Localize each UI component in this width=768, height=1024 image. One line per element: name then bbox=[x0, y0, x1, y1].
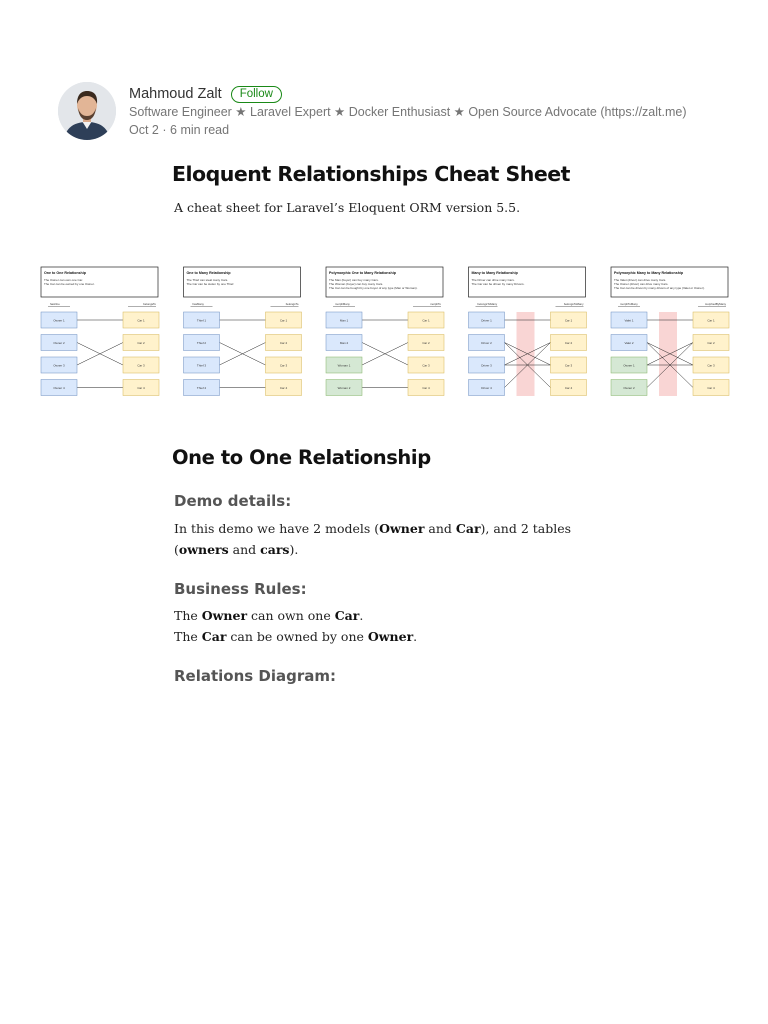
right-entity-label: Car 1 bbox=[137, 318, 145, 323]
cheat-sheet-panel bbox=[38, 264, 159, 400]
left-column-header: morphToMany bbox=[620, 302, 638, 306]
right-entity-label: Car 3 bbox=[279, 363, 288, 368]
cheat-sheet-panel bbox=[466, 264, 587, 400]
meta-separator: · bbox=[162, 123, 167, 137]
read-time: 6 min read bbox=[170, 123, 230, 137]
right-entity-label: Car 2 bbox=[422, 340, 430, 345]
right-entity-label: Car 3 bbox=[422, 363, 430, 368]
left-entity-label: Owner 3 bbox=[53, 363, 65, 368]
right-entity-label: Car 1 bbox=[279, 318, 288, 323]
panel-description: The Car can be owned by one Owner. bbox=[44, 282, 95, 286]
right-entity-label: Car 4 bbox=[279, 385, 288, 390]
panel-description: The Car can be bought by one buyer of any type (Man or Woman). bbox=[329, 286, 418, 290]
left-entity-label: Thief 2 bbox=[196, 340, 207, 345]
business-rules-heading: Business Rules: bbox=[174, 580, 307, 598]
panel-description: The Car can be driven by many Drivers. bbox=[471, 282, 525, 286]
right-entity-label: Car 3 bbox=[707, 363, 715, 368]
panel-description: The Valet (driver) can drive many Cars. bbox=[614, 278, 667, 282]
right-entity-label: Car 1 bbox=[422, 318, 430, 323]
model-car: Car bbox=[455, 521, 481, 536]
panel-description: The Owner (driver) can drive many Cars. bbox=[614, 282, 669, 286]
panel-description: The Man (buyer) can buy many Cars. bbox=[329, 278, 379, 282]
right-entity-label: Car 4 bbox=[137, 385, 145, 390]
left-entity-label: Owner 1 bbox=[53, 318, 65, 323]
article-title: Eloquent Relationships Cheat Sheet bbox=[172, 162, 570, 186]
article-subtitle: A cheat sheet for Laravel’s Eloquent ORM version 5.5. bbox=[174, 200, 521, 215]
left-entity-label: Thief 1 bbox=[196, 318, 207, 323]
right-entity-label: Car 1 bbox=[564, 318, 573, 323]
panel-description: The Thief can steal many Cars. bbox=[186, 278, 229, 282]
cheat-sheet-panel bbox=[181, 264, 302, 400]
panel-title: One to One Relationship bbox=[44, 271, 86, 275]
cheat-sheet-diagram[interactable] bbox=[38, 264, 730, 400]
cheat-sheet-panel bbox=[323, 264, 444, 400]
left-column-header: hasOne bbox=[50, 302, 60, 306]
right-entity-label: Car 1 bbox=[707, 318, 715, 323]
left-entity-label: Thief 3 bbox=[196, 363, 207, 368]
pivot-table-band bbox=[659, 312, 677, 396]
panel-description: The Car can be stolen by one Thief. bbox=[186, 282, 235, 286]
business-rules-text: The Owner can own one Car. The Car can be owned by one Owner. bbox=[174, 608, 418, 644]
right-entity-label: Car 4 bbox=[564, 385, 573, 390]
right-entity-label: Car 2 bbox=[137, 340, 145, 345]
left-entity-label: Driver 1 bbox=[481, 318, 492, 323]
panel-description: The Driver can drive many Cars. bbox=[471, 278, 515, 282]
right-entity-label: Car 4 bbox=[707, 385, 715, 390]
panel-description: The Owner can own one Car. bbox=[44, 278, 84, 282]
table-owners: owners bbox=[178, 542, 229, 557]
right-column-header: belongsTo bbox=[285, 302, 299, 306]
left-entity-label: Owner 4 bbox=[53, 385, 65, 390]
avatar[interactable] bbox=[58, 82, 116, 140]
panel-title: Polymorphic Many to Many Relationship bbox=[614, 271, 684, 275]
left-entity-label: Driver 2 bbox=[481, 340, 492, 345]
post-meta bbox=[129, 121, 687, 139]
left-entity-label: Man 2 bbox=[339, 340, 349, 345]
right-column-header: belongsTo bbox=[143, 302, 156, 306]
model-owner: Owner bbox=[379, 521, 425, 536]
relations-diagram-heading: Relations Diagram: bbox=[174, 667, 337, 685]
left-entity-label: Woman 1 bbox=[337, 363, 351, 368]
right-entity-label: Car 2 bbox=[564, 340, 573, 345]
panel-title: One to Many Relationship bbox=[186, 271, 231, 275]
left-entity-label: Driver 3 bbox=[481, 363, 492, 368]
right-column-header: morphTo bbox=[430, 302, 441, 306]
follow-button[interactable]: Follow bbox=[231, 86, 282, 103]
left-column-header: morphMany bbox=[335, 302, 350, 306]
author-block bbox=[58, 82, 687, 140]
pivot-table-band bbox=[517, 312, 535, 396]
right-entity-label: Car 2 bbox=[279, 340, 288, 345]
table-cars: cars bbox=[260, 542, 290, 557]
panel-description: The Woman (buyer) can buy many Cars. bbox=[329, 282, 384, 286]
author-name[interactable]: Mahmoud Zalt bbox=[129, 86, 222, 102]
right-column-header: morphedByMany bbox=[704, 302, 726, 306]
left-entity-label: Driver 4 bbox=[481, 385, 492, 390]
right-entity-label: Car 3 bbox=[564, 363, 573, 368]
post-date[interactable]: Oct 2 bbox=[129, 123, 159, 137]
cheat-sheet-panel bbox=[608, 264, 729, 400]
left-entity-label: Owner 1 bbox=[623, 363, 635, 368]
section-heading: One to One Relationship bbox=[172, 446, 431, 469]
left-entity-label: Woman 2 bbox=[337, 385, 351, 390]
left-column-header: hasMany bbox=[192, 302, 204, 306]
left-entity-label: Man 1 bbox=[339, 318, 349, 323]
left-entity-label: Owner 2 bbox=[623, 385, 635, 390]
demo-details-heading: Demo details: bbox=[174, 492, 292, 510]
right-column-header: belongsToMany bbox=[563, 302, 584, 306]
panel-title: Many to Many Relationship bbox=[471, 271, 518, 275]
right-entity-label: Car 4 bbox=[422, 385, 430, 390]
author-bio: Software Engineer ★ Laravel Expert ★ Docker Enthusiast ★ Open Source Advocate (https://zalt.me) bbox=[129, 105, 687, 119]
left-entity-label: Thief 4 bbox=[196, 385, 207, 390]
demo-details-text: In this demo we have 2 models (Owner and Car), and 2 tables (owners and cars). bbox=[174, 521, 572, 557]
panel-description: The Car can be driven by many drivers of any type (Valet or Owner). bbox=[614, 286, 705, 290]
left-entity-label: Valet 2 bbox=[624, 340, 634, 345]
left-entity-label: Owner 2 bbox=[53, 340, 65, 345]
right-entity-label: Car 2 bbox=[707, 340, 715, 345]
panel-title: Polymorphic One to Many Relationship bbox=[329, 271, 396, 275]
left-entity-label: Valet 1 bbox=[624, 318, 634, 323]
right-entity-label: Car 3 bbox=[137, 363, 145, 368]
left-column-header: belongsToMany bbox=[477, 302, 498, 306]
